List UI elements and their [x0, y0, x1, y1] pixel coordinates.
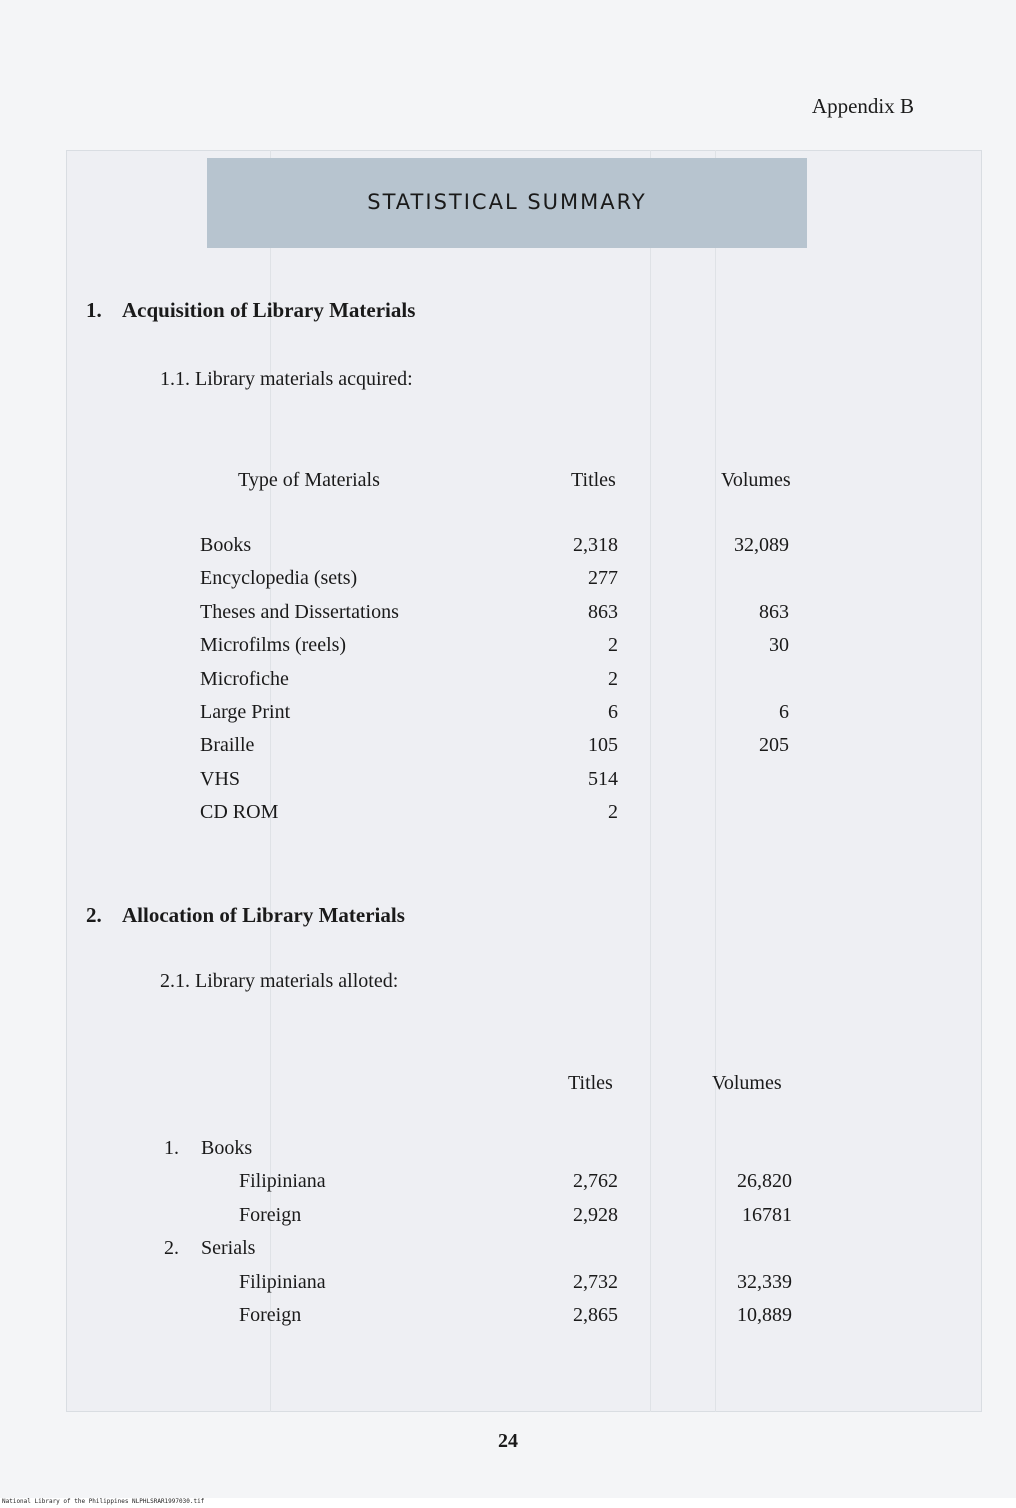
row-titles: 105: [588, 734, 618, 756]
row-type: Books: [200, 534, 252, 556]
row-volumes: 26,820: [737, 1170, 792, 1192]
row-volumes: 205: [759, 734, 789, 756]
row-titles: 2: [608, 668, 618, 690]
row-titles: 277: [588, 567, 618, 589]
row-type: Encyclopedia (sets): [200, 567, 358, 589]
section-1-number: 1.: [86, 298, 102, 322]
group-label: Serials: [201, 1237, 256, 1259]
table-row: [0, 534, 1016, 564]
row-titles: 2,762: [573, 1170, 618, 1192]
row-titles: 2,928: [573, 1204, 618, 1226]
row-titles: 2,318: [573, 534, 618, 556]
row-label: Filipiniana: [239, 1170, 326, 1192]
section-2-subheading: 2.1. Library materials alloted:: [160, 970, 399, 992]
row-titles: 2: [608, 634, 618, 656]
row-titles: 514: [588, 768, 618, 790]
table-row: [0, 1170, 1016, 1200]
table-row: [0, 601, 1016, 631]
row-label: Filipiniana: [239, 1271, 326, 1293]
row-volumes: 32,089: [734, 534, 789, 556]
page-title: STATISTICAL SUMMARY: [367, 190, 647, 214]
row-volumes: 6: [779, 701, 789, 723]
row-type: Microfiche: [200, 668, 289, 690]
section-1-heading: [86, 298, 415, 323]
column-header-volumes: Volumes: [712, 1072, 782, 1094]
row-titles: 2: [608, 801, 618, 823]
table-row: [0, 768, 1016, 798]
table-row: [0, 1204, 1016, 1234]
section-2-number: 2.: [86, 903, 102, 927]
scan-footer-text: National Library of the Philippines NLPHLSRAR1997030.tif: [2, 1498, 205, 1505]
row-titles: 863: [588, 601, 618, 623]
row-label: Foreign: [239, 1304, 302, 1326]
appendix-label: Appendix B: [811, 94, 914, 118]
row-volumes: 32,339: [737, 1271, 792, 1293]
group-number: 1.: [164, 1137, 179, 1159]
row-titles: 2,732: [573, 1271, 618, 1293]
section-1-title: Acquisition of Library Materials: [122, 298, 416, 322]
table-row: [0, 668, 1016, 698]
group-label: Books: [201, 1137, 253, 1159]
section-1-subheading: 1.1. Library materials acquired:: [160, 368, 413, 390]
group-heading: [0, 1137, 1016, 1167]
table-row: [0, 734, 1016, 764]
group-heading: [0, 1237, 1016, 1267]
row-type: VHS: [200, 768, 241, 790]
row-label: Foreign: [239, 1204, 302, 1226]
row-type: Microfilms (reels): [200, 634, 347, 656]
column-header-volumes: Volumes: [721, 469, 791, 491]
group-number: 2.: [164, 1237, 179, 1259]
column-header-titles: Titles: [571, 469, 616, 491]
column-header-type: Type of Materials: [238, 469, 380, 491]
page-number: 24: [498, 1430, 518, 1452]
table-row: [0, 801, 1016, 831]
row-volumes: 30: [769, 634, 789, 656]
row-titles: 2,865: [573, 1304, 618, 1326]
table-row: [0, 1271, 1016, 1301]
row-type: Large Print: [200, 701, 291, 723]
row-type: CD ROM: [200, 801, 279, 823]
row-volumes: 863: [759, 601, 789, 623]
table-row: [0, 1304, 1016, 1334]
section-2-heading: [86, 903, 405, 928]
table-row: [0, 701, 1016, 731]
row-titles: 6: [608, 701, 618, 723]
section-2-title: Allocation of Library Materials: [122, 903, 405, 927]
row-volumes: 10,889: [737, 1304, 792, 1326]
row-type: Theses and Dissertations: [200, 601, 399, 623]
row-volumes: 16781: [742, 1204, 792, 1226]
table-row: [0, 634, 1016, 664]
table-row: [0, 567, 1016, 597]
row-type: Braille: [200, 734, 255, 756]
column-header-titles: Titles: [568, 1072, 613, 1094]
